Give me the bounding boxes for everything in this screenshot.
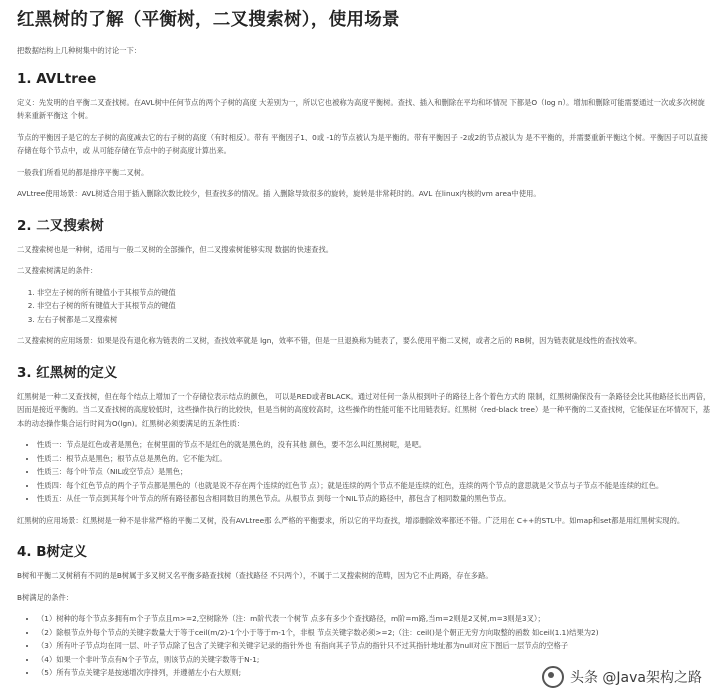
avl-note-paragraph: 一般我们所看见的都是排序平衡二叉树。 <box>17 167 149 177</box>
section-heading-rbtree: 3. 红黑树的定义 <box>17 364 118 381</box>
bst-conditions-list <box>17 286 711 327</box>
list-item: 2. 非空右子树的所有键值大于其根节点的键值 <box>37 299 711 313</box>
rbtree-usage-paragraph: 红黑树的应用场景：红黑树是一种不是非常严格的平衡二叉树，没有AVLtree那 么严格的平衡要求，所以它的平均查找，增添删除效率都还不错。广泛用在 C++的STL中。如map和set都是用红黑树实现的。 <box>17 515 685 525</box>
list-item: • 性质二：根节点是黑色；根节点总是黑色的。它不能为红。 <box>37 452 711 466</box>
section-heading-avltree: 1. AVLtree <box>17 70 97 87</box>
intro-text: 把数据结构上几种树集中的讨论一下： <box>17 46 142 55</box>
btree-conditions-intro: B树满足的条件： <box>17 592 74 602</box>
watermark-logo-icon <box>542 666 564 688</box>
list-item: • 性质三：每个叶节点（NIL或空节点）是黑色； <box>37 465 711 479</box>
list-item: 1. 非空左子树的所有键值小于其根节点的键值 <box>37 286 711 300</box>
list-item: • 性质一：节点是红色或者是黑色；在树里面的节点不是红色的就是黑色的，没有其他 颜色，要不怎么叫红黑树呢，是吧。 <box>37 438 711 452</box>
btree-definition-paragraph: B树和平衡二叉树稍有不同的是B树属于多叉树又名平衡多路查找树（查找路径 不只两个），不属于二叉搜索树的范畴，因为它不止两路，存在多路。 <box>17 571 493 580</box>
avl-definition-paragraph: 定义：先发明的自平衡二叉查找树。在AVL树中任何节点的两个子树的高度 大差别为一，所以它也被称为高度平衡树。查找、插入和删除在平均和坏情况 下都是O（log n）。增加和删除可能需要通过一次或多次树旋转来重新平衡这 个树。 <box>17 97 705 120</box>
list-item: • （1）树种的每个节点多拥有m个子节点且m>=2,空树除外（注：m阶代表一个树节 点多有多少个查找路径，m阶=m路,当m=2则是2叉树,m=3则是3叉）； <box>37 612 711 626</box>
watermark <box>538 665 706 689</box>
watermark-text: 头条 @Java架构之路 <box>569 670 702 686</box>
bst-usage-paragraph: 二叉搜索树的应用场景：如果是没有退化称为链表的二叉树，查找效率就是 lgn，效率不错，但是一旦退换称为链表了，要么使用平衡二叉树，或者之后的 RB树，因为链表就是线性的查找效率。 <box>17 336 642 345</box>
list-item: 3. 左右子树都是二叉搜索树 <box>37 313 711 327</box>
list-item: • （3）所有叶子节点均在同一层、叶子节点除了包含了关键字和关键字记录的指针外也 有指向其子节点的指针只不过其指针地址都为null对应下图后一层节点的空格子 <box>37 639 711 653</box>
list-item: • （4）如果一个非叶节点有N个子节点，则该节点的关键字数等于N-1; <box>37 653 711 667</box>
section-heading-btree: 4. B树定义 <box>17 544 88 560</box>
list-item: • 性质四：每个红色节点的两个子节点都是黑色的（也就是说不存在两个连续的红色节 点）；就是连续的两个节点不能是连续的红色，连续的两个节点的意思就是父节点与子节点不能是连续的红色。 <box>37 479 711 493</box>
avl-usage-paragraph: AVLtree使用场景：AVL树适合用于插入删除次数比较少，但查找多的情况。插 入删除导致很多的旋转，旋转是非常耗时的。AVL 在linux内核的vm area中使用。 <box>17 189 541 198</box>
list-item: • 性质五：从任一节点到其每个叶节点的所有路径都包含相同数目的黑色节点。从根节点 到每一个NIL节点的路径中，都包含了相同数量的黑色节点。 <box>37 492 711 506</box>
page-title: 红黑树的了解（平衡树，二叉搜索树），使用场景 <box>17 10 400 30</box>
list-item: • （2）除根节点外每个节点的关键字数量大于等于ceil(m/2)-1个小于等于m-1个，非根 节点关键字数必须>=2;（注：ceil()是个朝正无穷方向取整的函数 如ceil(1.1)结果为2) <box>37 626 711 640</box>
section-heading-bst: 2. 二叉搜索树 <box>17 217 104 234</box>
bst-definition-paragraph: 二叉搜索树也是一种树，适用与一般二叉树的全部操作，但二叉搜索树能够实现 数据的快速查找。 <box>17 244 334 254</box>
bst-conditions-intro: 二叉搜索树满足的条件： <box>17 266 98 275</box>
list-item: • （5）所有节点关键字是按递增次序排列，并遵循左小右大原则; <box>37 666 711 680</box>
rbtree-properties-list <box>17 438 711 506</box>
rbtree-definition-paragraph: 红黑树是一种二叉查找树，但在每个结点上增加了一个存储位表示结点的颜色， 可以是RED或者BLACK。通过对任何一条从根到叶子的路径上各个着色方式的 限制，红黑树确保没有一条路径会比其他路径长出两倍，因而是接近平衡的。当二叉查找树的高度较低时，这些操作执行的比较快，但是当树的高度较高时，这些操作的性能可能不比用链表好。红黑树（red-black tree）是一种平衡的二叉查找树，它能保证在坏情况下，基本的动态操作集合运行时间为O(lgn)。红黑树必须要满足的五条性质： <box>17 391 711 428</box>
avl-balance-factor-paragraph: 节点的平衡因子是它的左子树的高度减去它的右子树的高度（有时相反）。带有 平衡因子1、0或 -1的节点被认为是平衡的。带有平衡因子 -2或2的节点被认为 是不平衡的，并需要重新平衡这个树。平衡因子可以直接存储在每个节点中，或 从可能存储在节点中的子树高度计算出来。 <box>17 132 708 155</box>
